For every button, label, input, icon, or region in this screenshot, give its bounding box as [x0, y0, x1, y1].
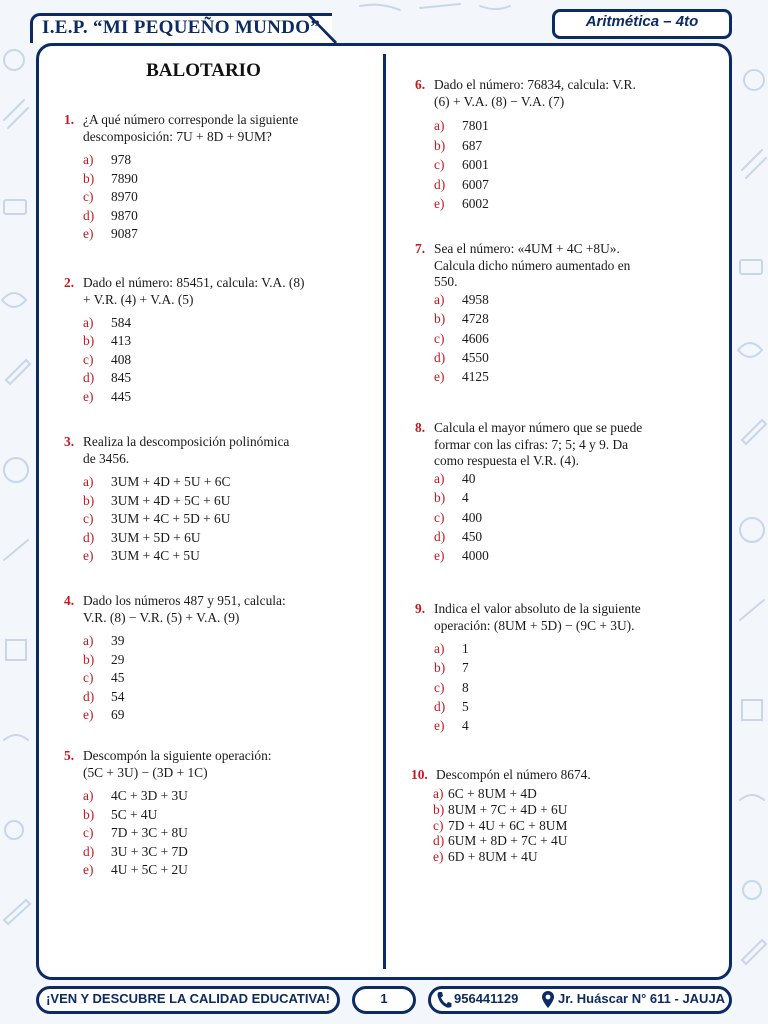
option-letter: d) — [434, 176, 446, 192]
option-text: 5C + 4U — [111, 806, 158, 822]
option-text: 1 — [462, 641, 469, 656]
question-stem-line: Dado el número: 76834, calcula: V.R. — [434, 77, 636, 92]
option-text: 4125 — [462, 369, 489, 385]
question-stem — [434, 77, 674, 110]
option-letter: a) — [434, 641, 445, 656]
option-letter: a) — [83, 633, 94, 648]
option-text: 8UM + 7C + 4D + 6U — [448, 801, 568, 817]
option-text: 4C + 3D + 3U — [111, 788, 188, 803]
option-text: 3UM + 4C + 5D + 6U — [111, 511, 231, 526]
option-letter: b) — [434, 490, 446, 506]
option-letter: e) — [83, 862, 94, 877]
option-text: 7801 — [462, 118, 489, 133]
option-text: 9870 — [111, 207, 138, 223]
question-stem-line: 550. — [434, 274, 458, 289]
question-stem — [83, 434, 323, 467]
option-text: 8 — [462, 679, 469, 695]
option-text: 4 — [462, 490, 469, 506]
phone-icon — [436, 991, 452, 1009]
question-stem-line: Descompón el número 8674. — [436, 767, 591, 782]
page-number: 1 — [380, 991, 388, 1006]
option-text: 3U + 3C + 7D — [111, 843, 188, 859]
option-text: 6001 — [462, 157, 489, 172]
footer-slogan: ¡VEN Y DESCUBRE LA CALIDAD EDUCATIVA! — [46, 991, 330, 1006]
question-number: 6. — [415, 77, 426, 92]
option-letter: b) — [83, 170, 95, 186]
option-letter: d) — [83, 370, 95, 386]
option-letter: c) — [83, 189, 94, 204]
option-text: 6UM + 8D + 7C + 4U — [448, 833, 568, 849]
option-letter: d) — [83, 843, 95, 859]
option-text: 4U + 5C + 2U — [111, 862, 188, 877]
option-letter: b) — [434, 137, 446, 153]
option-letter: a) — [434, 118, 445, 133]
option-letter: c) — [433, 817, 444, 833]
question-stem — [434, 601, 674, 634]
option-text: 6007 — [462, 176, 489, 192]
option-text: 584 — [111, 315, 132, 330]
option-text: 29 — [111, 651, 125, 667]
option-letter: d) — [83, 529, 95, 545]
option-text: 400 — [462, 509, 483, 525]
option-letter: a) — [434, 292, 445, 307]
column-divider — [383, 54, 386, 969]
option-letter: e) — [83, 388, 94, 404]
question-stem-line: Realiza la descomposición polinómica — [83, 434, 290, 449]
question-stem-line: descomposición: 7U + 8D + 9UM? — [83, 128, 272, 144]
option-letter: a) — [434, 471, 445, 486]
option-text: 408 — [111, 351, 132, 367]
option-text: 4728 — [462, 311, 489, 327]
question-stem-line: Dado el número: 85451, calcula: V.A. (8) — [83, 275, 305, 290]
question-number: 5. — [64, 748, 75, 763]
option-letter: c) — [83, 825, 94, 840]
option-letter: c) — [83, 351, 94, 367]
option-letter: d) — [83, 207, 95, 223]
address: Jr. Huáscar N° 611 - JAUJA — [558, 991, 726, 1006]
option-text: 7D + 3C + 8U — [111, 825, 188, 840]
option-text: 3UM + 4D + 5C + 6U — [111, 492, 231, 508]
option-letter: c) — [434, 509, 445, 525]
question-stem-line: ¿A qué número corresponde la siguiente — [83, 112, 299, 127]
question-number: 8. — [415, 420, 426, 435]
question-stem-line: V.R. (8) − V.R. (5) + V.A. (9) — [83, 609, 240, 625]
question-stem — [83, 748, 323, 781]
page-title: BALOTARIO — [146, 60, 261, 81]
option-text: 6C + 8UM + 4D — [448, 786, 537, 801]
option-letter: e) — [434, 548, 445, 564]
question-stem — [83, 275, 323, 308]
option-letter: e) — [434, 369, 445, 385]
option-letter: e) — [83, 226, 94, 241]
option-text: 3UM + 4C + 5U — [111, 548, 200, 563]
option-text: 9087 — [111, 226, 138, 241]
option-letter: b) — [434, 311, 446, 327]
option-text: 687 — [462, 137, 483, 153]
question-stem-line: Indica el valor absoluto de la siguiente — [434, 601, 641, 616]
option-letter: e) — [83, 548, 94, 563]
phone-number: 956441129 — [454, 991, 519, 1006]
option-letter: e) — [434, 196, 445, 211]
question-number: 7. — [415, 241, 426, 256]
option-letter: c) — [434, 157, 445, 172]
option-text: 7890 — [111, 170, 138, 186]
option-text: 5 — [462, 698, 469, 714]
option-text: 4550 — [462, 349, 489, 365]
option-text: 3UM + 4D + 5U + 6C — [111, 474, 231, 489]
option-letter: d) — [83, 688, 95, 704]
question-stem-line: Calcula dicho número aumentado en — [434, 257, 631, 273]
question-stem-line: + V.R. (4) + V.A. (5) — [83, 291, 194, 307]
option-letter: e) — [433, 849, 444, 865]
option-text: 7D + 4U + 6C + 8UM — [448, 817, 568, 833]
question-stem — [83, 112, 323, 145]
option-letter: c) — [83, 511, 94, 526]
option-letter: a) — [433, 786, 444, 801]
option-text: 8970 — [111, 189, 138, 204]
option-letter: c) — [434, 330, 445, 346]
option-text: 845 — [111, 370, 132, 386]
question-stem — [434, 241, 674, 291]
question-stem-line: (6) + V.A. (8) − V.A. (7) — [434, 93, 565, 109]
option-letter: b) — [83, 651, 95, 667]
question-stem-line: Descompón la siguiente operación: — [83, 748, 272, 763]
question-stem — [434, 420, 674, 470]
option-text: 4 — [462, 718, 469, 734]
question-number: 3. — [64, 434, 75, 449]
question-number: 10. — [411, 767, 428, 782]
option-text: 445 — [111, 388, 132, 404]
option-text: 978 — [111, 152, 132, 167]
option-letter: e) — [83, 707, 94, 722]
option-letter: b) — [83, 806, 95, 822]
subject-label: Aritmética – 4to — [585, 13, 699, 30]
option-letter: d) — [434, 698, 446, 714]
option-text: 413 — [111, 333, 132, 349]
question-number: 1. — [64, 112, 75, 127]
option-text: 40 — [462, 471, 476, 486]
question-stem-line: operación: (8UM + 5D) − (9C + 3U). — [434, 617, 635, 633]
option-letter: a) — [83, 152, 94, 167]
question-number: 4. — [64, 593, 75, 608]
option-text: 69 — [111, 707, 125, 722]
option-text: 6D + 8UM + 4U — [448, 849, 538, 865]
option-text: 3UM + 5D + 6U — [111, 529, 201, 545]
option-letter: b) — [83, 333, 95, 349]
option-letter: c) — [83, 670, 94, 685]
option-letter: d) — [433, 833, 445, 849]
option-text: 4958 — [462, 292, 489, 307]
option-letter: b) — [434, 660, 446, 676]
option-text: 4000 — [462, 548, 489, 564]
option-letter: d) — [434, 349, 446, 365]
question-stem-line: Calcula el mayor número que se puede — [434, 420, 643, 435]
question-stem-line: formar con las cifras: 7; 5; 4 y 9. Da — [434, 436, 629, 452]
question-stem-line: Dado los números 487 y 951, calcula: — [83, 593, 286, 608]
location-pin-icon — [541, 990, 555, 1009]
option-text: 39 — [111, 633, 125, 648]
question-number: 9. — [415, 601, 426, 616]
option-letter: a) — [83, 474, 94, 489]
option-text: 6002 — [462, 196, 489, 211]
option-text: 4606 — [462, 330, 489, 346]
question-stem — [83, 593, 323, 626]
question-stem — [436, 767, 676, 784]
school-name: I.E.P. “MI PEQUEÑO MUNDO” — [42, 17, 321, 38]
question-stem-line: de 3456. — [83, 450, 130, 466]
option-letter: a) — [83, 788, 94, 803]
option-text: 45 — [111, 670, 125, 685]
option-letter: b) — [433, 801, 445, 817]
question-stem-line: (5C + 3U) − (3D + 1C) — [83, 764, 208, 780]
option-letter: e) — [434, 718, 445, 734]
option-text: 450 — [462, 528, 483, 544]
question-number: 2. — [64, 275, 75, 290]
option-letter: a) — [83, 315, 94, 330]
option-letter: c) — [434, 679, 445, 695]
question-stem-line: como respuesta el V.R. (4). — [434, 453, 579, 468]
question-stem-line: Sea el número: «4UM + 4C +8U». — [434, 241, 620, 256]
option-text: 54 — [111, 688, 125, 704]
option-letter: b) — [83, 492, 95, 508]
option-letter: d) — [434, 528, 446, 544]
option-text: 7 — [462, 660, 469, 676]
